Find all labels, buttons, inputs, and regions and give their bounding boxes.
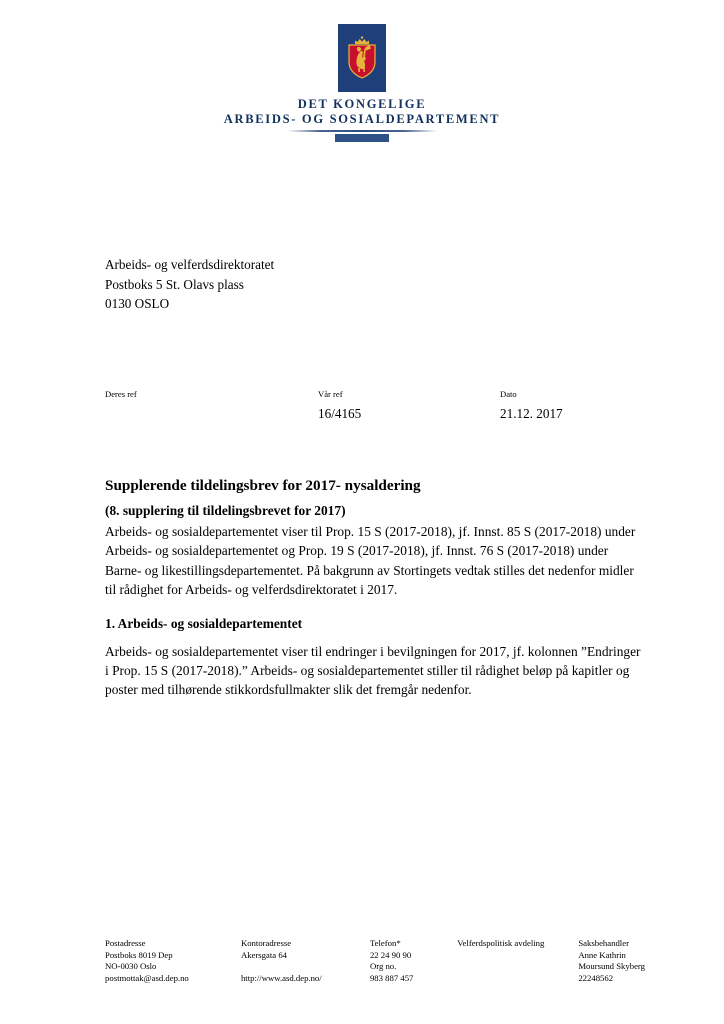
section-1-heading: 1. Arbeids- og sosialdepartementet [105, 615, 303, 631]
footer-column-line: Akersgata 64 [240, 949, 288, 960]
footer-column-line: http://www.asd.dep.no/ [240, 972, 322, 983]
logo-rule-group [287, 130, 437, 142]
addressee-line-1: Arbeids- og velferdsdirektoratet [105, 257, 275, 272]
var-ref-label: Vår ref [318, 389, 343, 399]
footer-columns [105, 938, 645, 984]
footer-column-heading: Saksbehandler [578, 938, 629, 948]
footer-column [241, 938, 370, 984]
dato-column [500, 388, 563, 423]
addressee-line-3: 0130 OSLO [105, 296, 170, 311]
footer-column [105, 938, 241, 984]
page-footer [105, 938, 645, 984]
footer-column-heading: Velferdspolitisk avdeling [457, 938, 545, 948]
document-subtitle: (8. supplering til tildelingsbrevet for 2017) [105, 503, 346, 518]
var-ref-column [318, 388, 361, 423]
addressee-block [105, 255, 525, 314]
var-ref-value: 16/4165 [318, 406, 362, 421]
dato-value: 21.12. 2017 [500, 406, 563, 421]
deres-ref-column [105, 388, 137, 405]
intro-paragraph: Arbeids- og sosialdepartementet viser til Prop. 15 S (2017-2018), jf. Innst. 85 S (2017-2018) under Arbeids- og sosialdepartementet og Prop. 19 S (2017-2018), jf. Innst. 76 S (2017-2018) under Barne- og likestillingsdepartementet. På bakgrunn av Stortingets vedtak stilles det nedenfor midler til rådighet for Arbeids- og velferdsdirektoratet i 2017. [105, 524, 636, 598]
logo-line-1: DET KONGELIGE [297, 97, 427, 111]
footer-column [457, 938, 578, 984]
footer-column-heading: Telefon* [369, 938, 401, 948]
footer-column-line: Org no. [369, 961, 397, 972]
logo-accent-tab [335, 134, 389, 142]
crest-banner [338, 24, 386, 92]
footer-column [578, 938, 645, 984]
footer-column-line: Anne Kathrin [578, 949, 626, 960]
footer-column-line: Postboks 8019 Dep [105, 949, 173, 960]
page-title: Supplerende tildelingsbrev for 2017- nysaldering [105, 477, 421, 494]
logo-line-2: ARBEIDS- OG SOSIALDEPARTEMENT [223, 112, 501, 126]
footer-column-heading: Kontoradresse [240, 938, 292, 948]
footer-column-line: 22248562 [578, 972, 614, 983]
logo-wordmark [224, 97, 500, 127]
section-1-paragraph: Arbeids- og sosialdepartementet viser til endringer i bevilgningen for 2017, jf. kolonnen ”Endringer i Prop. 15 S (2017-2018).” Arbeids- og sosialdepartementet stiller til rådighet beløp på kapitler og poster med tilhørende stikkordsfullmakter slik det fremgår nedenfor. [105, 643, 641, 698]
footer-column-line: Moursund Skyberg [578, 961, 645, 972]
document-body [105, 476, 641, 715]
department-logo [0, 24, 724, 142]
footer-column [370, 938, 457, 984]
footer-column-line: 22 24 90 90 [369, 949, 412, 960]
footer-column-heading: Postadresse [105, 938, 146, 948]
deres-ref-label: Deres ref [105, 389, 137, 399]
footer-column-line: NO-0030 Oslo [105, 961, 157, 972]
norwegian-coat-of-arms-icon [347, 36, 377, 80]
footer-column-line: postmottak@asd.dep.no [105, 972, 189, 983]
reference-row [105, 388, 639, 428]
addressee-line-2: Postboks 5 St. Olavs plass [105, 276, 244, 292]
dato-label: Dato [500, 389, 517, 399]
logo-divider-rule [287, 130, 437, 132]
footer-column-line: 983 887 457 [369, 972, 414, 983]
